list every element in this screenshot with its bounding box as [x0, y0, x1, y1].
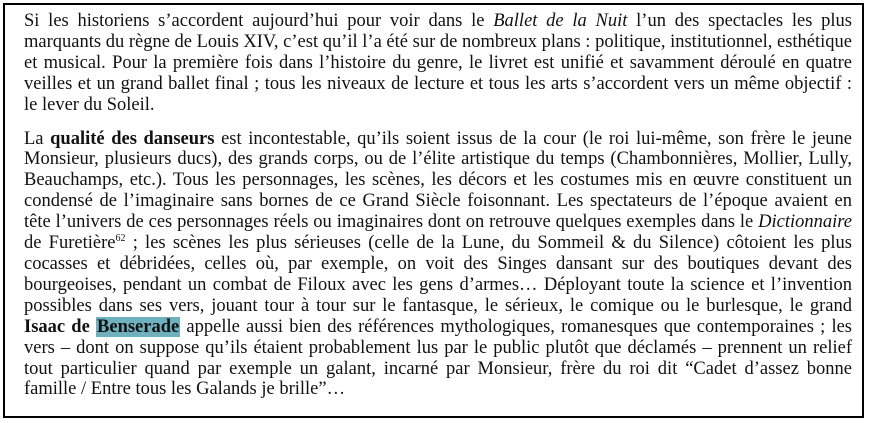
document-text-block	[24, 11, 852, 400]
p2-text-1: La	[24, 128, 51, 149]
highlighted-benserade[interactable]: Benserade	[97, 316, 180, 337]
text-box-frame	[3, 3, 864, 418]
title-dictionnaire: Dictionnaire	[758, 212, 852, 233]
bold-isaac-de: Isaac de	[24, 316, 90, 337]
bold-qualite-des-danseurs: qualité des danseurs	[50, 128, 215, 149]
p2-text-4: ; les scènes les plus sérieuses (celle de la Lune, du Sommeil & du Silence) côtoient les plus cocasses et débridées, celles où, par exemple, on voit des Singes dansant sur des boutiques devant des bourgeoises, pendant un combat de Filoux avec les gens d’armes… Déployant toute la science et l’invention possibles dans ses vers, jouant tour à tour sur le fantasque, le sérieux, le comique ou le burlesque, le grand	[24, 233, 852, 316]
footnote-marker[interactable]: 62	[115, 233, 126, 245]
p2-text-3: de Furetière	[24, 233, 116, 254]
paragraph-qualite-des-danseurs	[24, 129, 852, 401]
p2-text-5: appelle aussi bien des références mythologiques, romanesques que contemporaines ; les vers – dont on suppose qu’ils étaient probablement lus par le public plutôt que déclamés – prennent un relief tout particulier quand par exemple un galant, incarné par Monsieur, frère du roi dit “Cadet d’assez bonne famille / Entre tous les Galands je brille”…	[24, 316, 852, 400]
p1-text-2: l’un des spectacles les plus marquants du règne de Louis XIV, c’est qu’il l’a été sur de nombreux plans : politique, institutionnel, esthétique et musical. Pour la première fois dans l’histoire du genre, le livret est unifié et savamment déroulé en quatre veilles et un grand ballet final ; tous les niveaux de lecture et tous les arts s’accordent vers un même objectif : le lever du Soleil.	[24, 11, 853, 115]
p2-text-2: est incontestable, qu’ils soient issus de la cour (le roi lui-même, son frère le jeune Monsieur, plusieurs ducs), des grands corps, ou de l’élite artistique du temps (Chambonnières, Mollier, Lully, Beauchamps, etc.). Tous les personnages, les scènes, les décors et les costumes mis en œuvre constituent un condensé de l’imaginaire sans bornes de ce Grand Siècle foisonnant. Les spectateurs de l’époque avaient en tête l’univers de ces personnages réels ou imaginaires dont on retrouve quelques exemples dans le	[24, 128, 852, 233]
paragraph-ballet-de-la-nuit	[24, 11, 852, 116]
p1-text-1: Si les historiens s’accordent aujourd’hui pour voir dans le	[24, 11, 494, 31]
title-ballet-de-la-nuit: Ballet de la Nuit	[493, 11, 628, 31]
